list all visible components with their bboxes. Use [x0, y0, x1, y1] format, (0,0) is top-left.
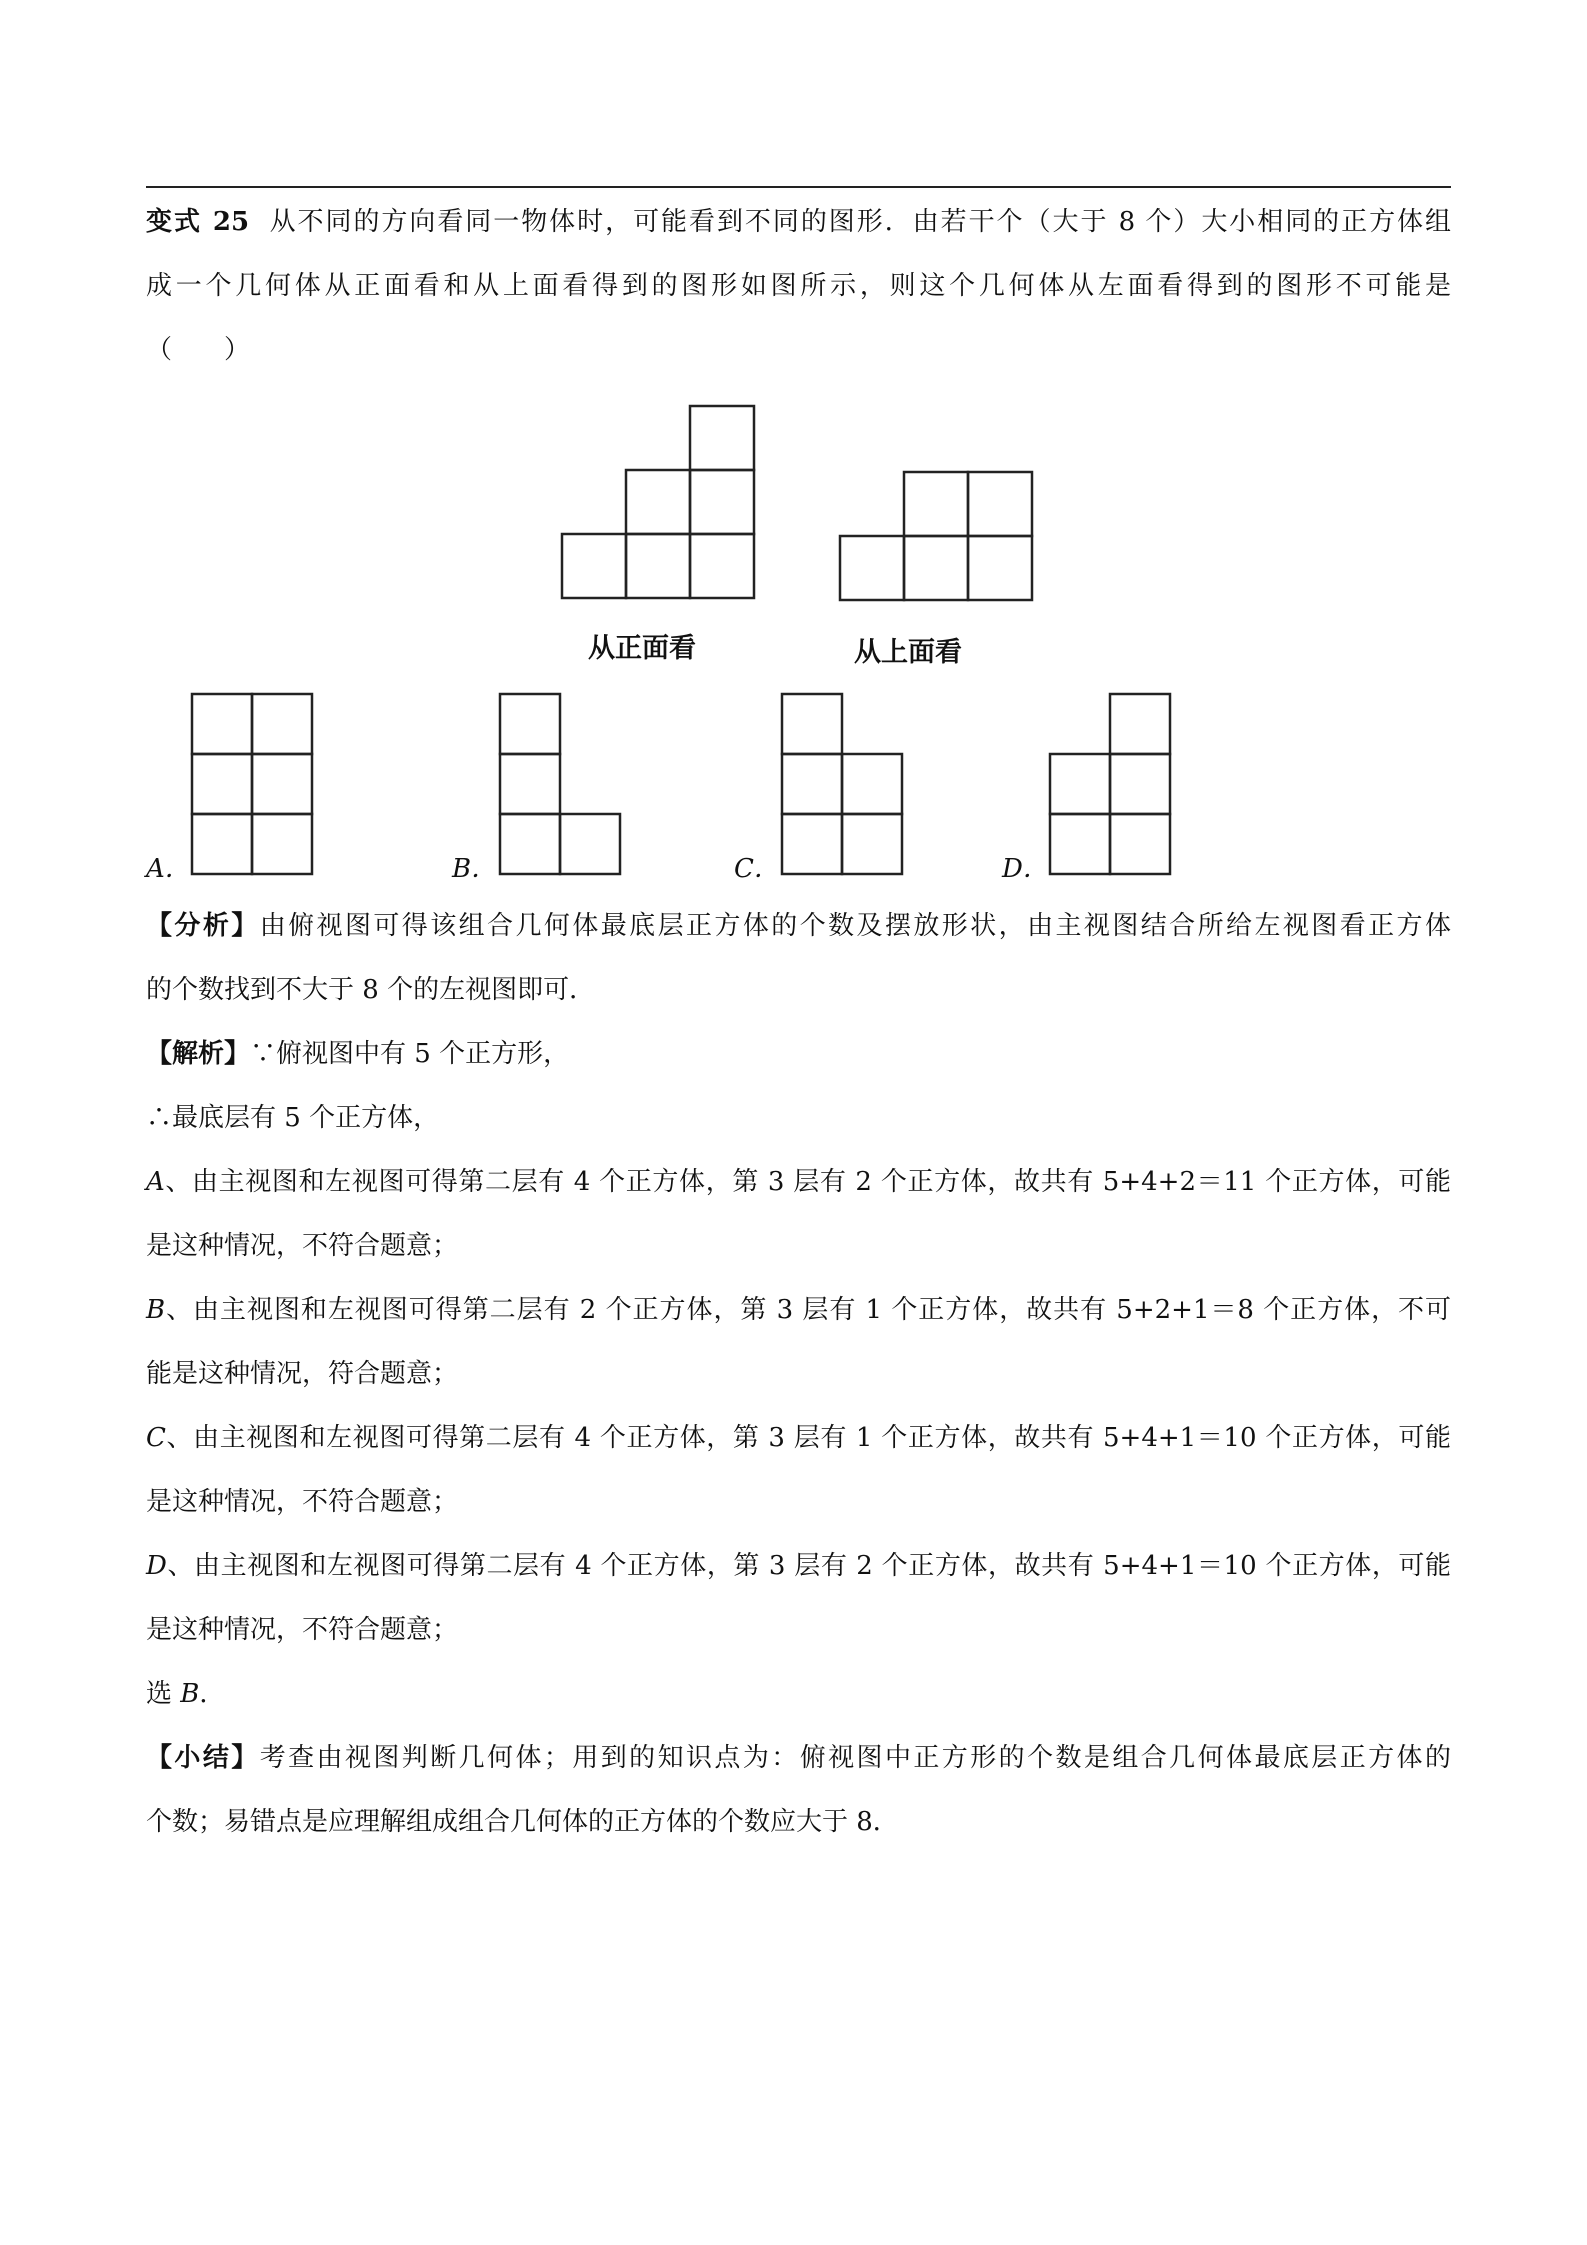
- option-d-figure: [1048, 692, 1174, 878]
- top-view-caption: 从上面看: [854, 637, 962, 668]
- top-view-figure: [838, 468, 1038, 608]
- question-line-1: 变式 25 从不同的方向看同一物体时，可能看到不同的图形．由若干个（大于 8 个）大小相同的正方体组: [146, 207, 1452, 237]
- option-c-figure: [780, 692, 906, 878]
- solution-b-line-1: B、由主视图和左视图可得第二层有 2 个正方体，第 3 层有 1 个正方体，故共有 5+2+1＝8 个正方体，不可: [146, 1295, 1451, 1325]
- solution-line-2: ∴最底层有 5 个正方体，: [146, 1103, 440, 1133]
- solution-answer: 选 B．: [146, 1679, 226, 1709]
- summary-line-1: 【小结】考查由视图判断几何体；用到的知识点为：俯视图中正方形的个数是组合几何体最底层正方体的: [146, 1743, 1451, 1773]
- solution-label: 【解析】: [146, 1039, 251, 1069]
- analysis-line-1: 【分析】由俯视图可得该组合几何体最底层正方体的个数及摆放形状，由主视图结合所给左视图看正方体: [146, 911, 1451, 941]
- front-view-caption: 从正面看: [588, 633, 696, 664]
- option-a-figure: [190, 692, 316, 878]
- header-rule: [146, 186, 1451, 188]
- solution-d-line-1: D、由主视图和左视图可得第二层有 4 个正方体，第 3 层有 2 个正方体，故共有 5+4+1＝10 个正方体，可能: [146, 1551, 1451, 1581]
- question-line-3: （ ）: [146, 335, 251, 365]
- option-b-figure: [498, 692, 624, 878]
- solution-c-line-2: 是这种情况，不符合题意；: [146, 1487, 459, 1517]
- analysis-line-2: 的个数找到不大于 8 个的左视图即可．: [146, 975, 596, 1005]
- solution-line-1: 【解析】∵俯视图中有 5 个正方形，: [146, 1039, 570, 1069]
- solution-b-line-2: 能是这种情况，符合题意；: [146, 1359, 459, 1389]
- option-c-label: C．: [734, 854, 780, 884]
- option-a-label: A．: [146, 854, 191, 884]
- option-b-label: B．: [452, 854, 498, 884]
- summary-label: 【小结】: [146, 1743, 260, 1773]
- analysis-label: 【分析】: [146, 911, 260, 941]
- summary-line-2: 个数；易错点是应理解组成组合几何体的正方体的个数应大于 8．: [146, 1807, 899, 1837]
- option-d-label: D．: [1002, 854, 1049, 884]
- solution-a-line-1: A、由主视图和左视图可得第二层有 4 个正方体，第 3 层有 2 个正方体，故共有 5+4+2＝11 个正方体，可能: [146, 1167, 1451, 1197]
- question-label: 变式 25: [146, 207, 250, 237]
- front-view-figure: [560, 400, 760, 600]
- solution-a-line-2: 是这种情况，不符合题意；: [146, 1231, 459, 1261]
- solution-c-line-1: C、由主视图和左视图可得第二层有 4 个正方体，第 3 层有 1 个正方体，故共有 5+4+1＝10 个正方体，可能: [146, 1423, 1451, 1453]
- solution-d-line-2: 是这种情况，不符合题意；: [146, 1615, 459, 1645]
- question-line-2: 成一个几何体从正面看和从上面看得到的图形如图所示，则这个几何体从左面看得到的图形不可能是: [146, 271, 1451, 301]
